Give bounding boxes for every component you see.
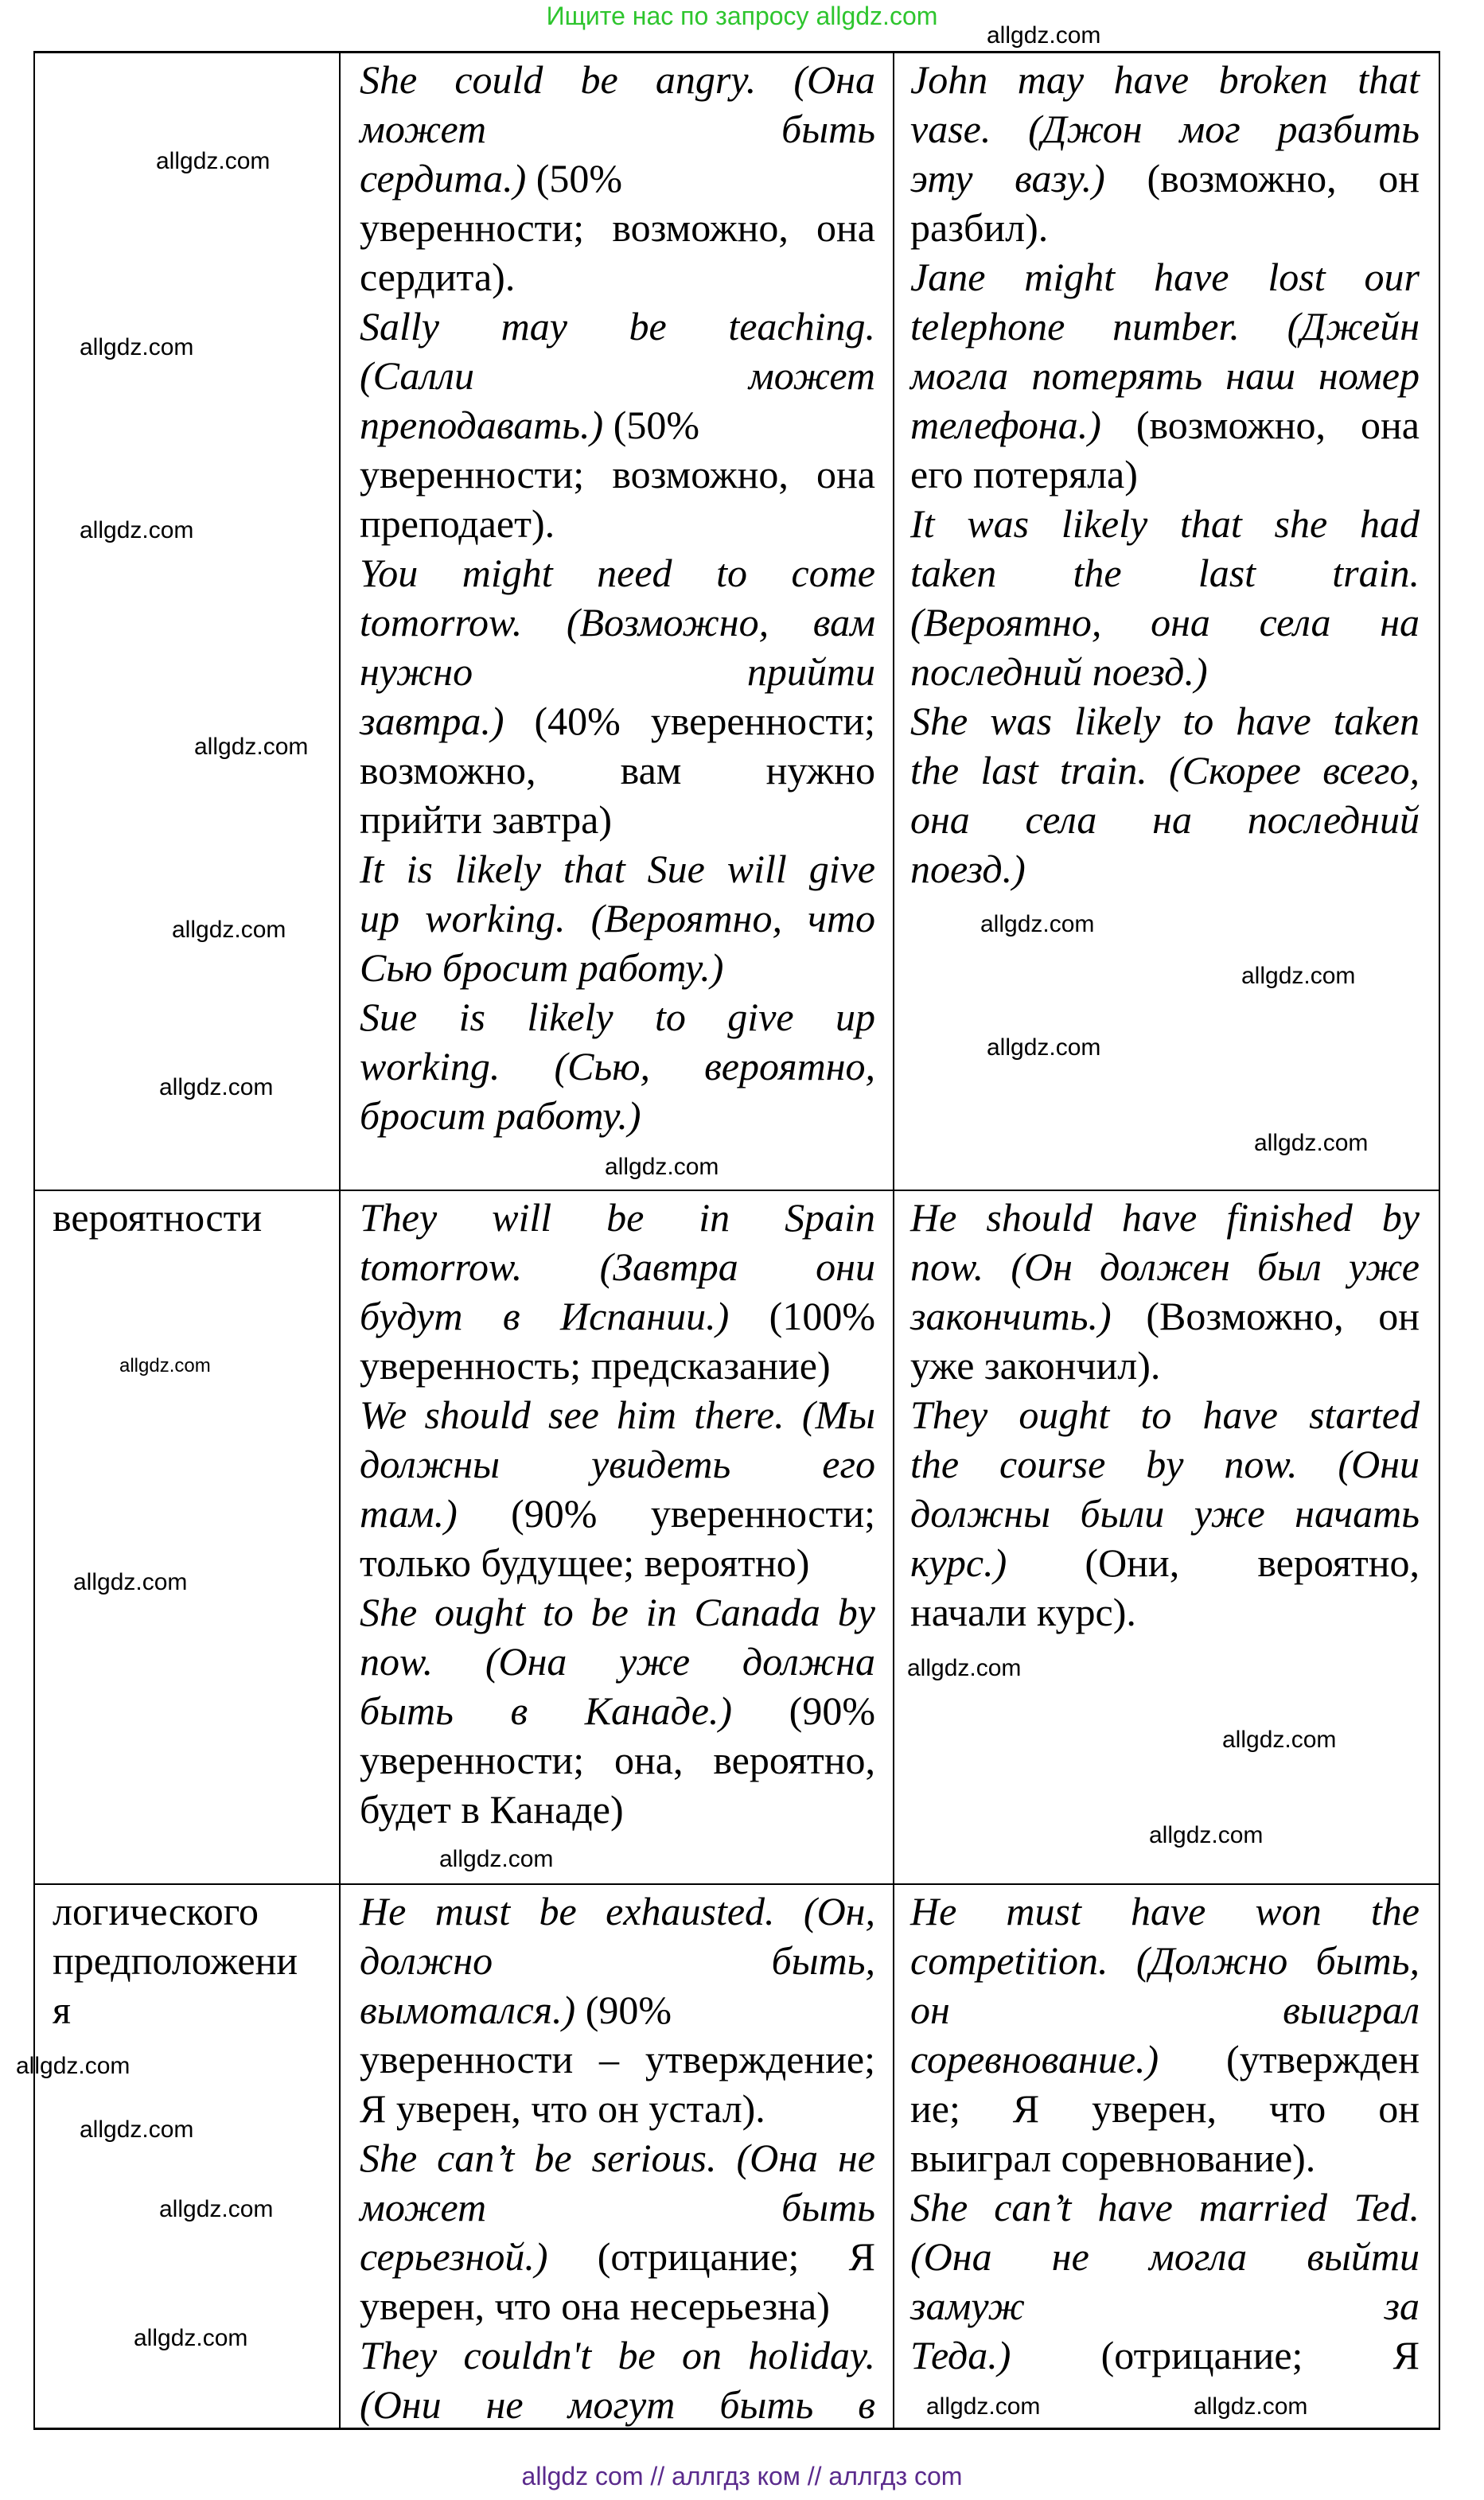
watermark: allgdz.com xyxy=(119,1355,211,1377)
table-cell-present-examples xyxy=(341,1191,893,1883)
text-line xyxy=(360,154,875,203)
example-sentence: now. (Она уже должна xyxy=(360,1639,875,1684)
text-line xyxy=(360,1390,875,1439)
text-line xyxy=(910,55,1420,104)
text-line xyxy=(53,1193,331,1242)
example-sentence: должны были уже начать xyxy=(910,1491,1420,1536)
explanation-text: только будущее; вероятно) xyxy=(360,1540,810,1585)
example-sentence: может быть xyxy=(360,107,875,151)
example-sentence: She could be angry. (Она xyxy=(360,57,875,102)
text-line xyxy=(53,1936,331,1985)
watermark: allgdz.com xyxy=(439,1846,554,1872)
example-sentence: They couldn't be on holiday. xyxy=(360,2333,875,2377)
text-line xyxy=(360,1341,875,1390)
text-line xyxy=(360,1587,875,1637)
text-line xyxy=(910,351,1420,400)
text-line xyxy=(910,450,1420,499)
example-sentence: tomorrow. (Возможно, вам xyxy=(360,600,875,644)
example-sentence: может быть xyxy=(360,2185,875,2229)
text-line xyxy=(910,2183,1420,2232)
explanation-text: (отрицание; Я xyxy=(1011,2333,1420,2377)
example-sentence: нужно прийти xyxy=(360,649,875,694)
example-sentence: John may have broken that xyxy=(910,57,1420,102)
table-cell-label xyxy=(35,53,339,1190)
text-line xyxy=(910,2035,1420,2084)
text-line xyxy=(910,400,1420,450)
explanation-text: (90% уверенности; xyxy=(457,1491,875,1536)
watermark: allgdz.com xyxy=(194,734,309,760)
example-sentence: будут в Испании.) xyxy=(360,1294,730,1338)
example-sentence: сердита.) xyxy=(360,156,527,201)
text-line xyxy=(910,1439,1420,1489)
example-sentence: (Салли может xyxy=(360,353,875,398)
explanation-text: (90% xyxy=(732,1688,875,1733)
text-line xyxy=(910,499,1420,548)
example-sentence: working. (Сью, вероятно, xyxy=(360,1044,875,1088)
example-sentence: Sally may be teaching. xyxy=(360,304,875,349)
example-sentence: telephone number. (Джейн xyxy=(910,304,1420,349)
example-sentence: They ought to have started xyxy=(910,1392,1420,1437)
text-line xyxy=(910,2084,1420,2133)
text-line xyxy=(360,400,875,450)
example-sentence: She was likely to have taken xyxy=(910,699,1420,743)
explanation-text: преподает). xyxy=(360,501,555,546)
text-line xyxy=(360,1489,875,1538)
explanation-text: (40% уверенности; xyxy=(504,699,875,743)
text-line xyxy=(910,1587,1420,1637)
example-sentence: быть в Канаде.) xyxy=(360,1688,733,1733)
text-line xyxy=(910,647,1420,696)
text-line xyxy=(360,647,875,696)
example-sentence: закончить.) xyxy=(910,1294,1112,1338)
text-line xyxy=(360,55,875,104)
text-line xyxy=(910,2133,1420,2183)
example-sentence: taken the last train. xyxy=(910,551,1420,595)
table-cell-label xyxy=(35,1191,339,1883)
explanation-text: уверенности; возможно, она xyxy=(360,205,875,250)
example-sentence: now. (Он должен был уже xyxy=(910,1244,1420,1289)
text-line xyxy=(360,1042,875,1091)
text-line xyxy=(360,1785,875,1834)
example-sentence: the course by now. (Они xyxy=(910,1442,1420,1486)
text-line xyxy=(360,2183,875,2232)
explanation-text: логического xyxy=(53,1889,259,1933)
explanation-text: его потеряла) xyxy=(910,452,1138,496)
text-line xyxy=(910,1985,1420,2035)
explanation-text: (Возможно, он xyxy=(1111,1294,1420,1338)
text-line xyxy=(910,1242,1420,1291)
table-cell-past-examples xyxy=(894,1885,1439,2428)
watermark: allgdz.com xyxy=(73,1569,188,1595)
table-cell-past-examples xyxy=(894,1191,1439,1883)
text-line xyxy=(360,252,875,302)
text-line xyxy=(360,1887,875,1936)
text-line xyxy=(910,1489,1420,1538)
example-sentence: up working. (Вероятно, что xyxy=(360,896,875,940)
text-line xyxy=(360,1936,875,1985)
text-line xyxy=(360,2035,875,2084)
example-sentence: там.) xyxy=(360,1491,458,1536)
text-line xyxy=(360,795,875,844)
text-line xyxy=(910,598,1420,647)
explanation-text: прийти завтра) xyxy=(360,797,612,842)
text-line xyxy=(910,1538,1420,1587)
explanation-text: я xyxy=(53,1988,71,2032)
text-line xyxy=(360,598,875,647)
example-sentence: поезд.) xyxy=(910,847,1026,891)
text-line xyxy=(360,2232,875,2281)
example-sentence: You might need to come xyxy=(360,551,875,595)
watermark: allgdz.com xyxy=(987,1034,1101,1061)
watermark: allgdz.com xyxy=(159,2196,274,2222)
text-line xyxy=(360,1538,875,1587)
example-sentence: Сью бросит работу.) xyxy=(360,945,724,990)
watermark: allgdz.com xyxy=(1222,1727,1337,1753)
text-line xyxy=(360,1637,875,1686)
text-line xyxy=(360,499,875,548)
example-sentence: (Вероятно, она села на xyxy=(910,600,1420,644)
text-line xyxy=(360,2380,875,2428)
text-line xyxy=(360,450,875,499)
text-line xyxy=(360,1193,875,1242)
text-line xyxy=(910,252,1420,302)
watermark: allgdz.com xyxy=(1241,963,1356,989)
example-sentence: могла потерять наш номер xyxy=(910,353,1420,398)
watermark: allgdz.com xyxy=(134,2325,248,2351)
text-line xyxy=(910,844,1420,894)
footer-links[interactable]: allgdz com // аллгдз ком // аллгдз com xyxy=(521,2462,963,2490)
example-sentence: (Они не могут быть в xyxy=(360,2382,875,2427)
example-sentence: он выиграл xyxy=(910,1988,1420,2032)
example-sentence: серьезной.) xyxy=(360,2234,548,2279)
table-cell-present-examples xyxy=(341,53,893,1190)
watermark: allgdz.com xyxy=(80,334,194,360)
example-sentence: the last train. (Скорее всего, xyxy=(910,748,1420,792)
example-sentence: должно быть, xyxy=(360,1938,875,1983)
explanation-text: уже закончил). xyxy=(910,1343,1161,1388)
text-line xyxy=(360,992,875,1042)
text-line xyxy=(910,1887,1420,1936)
example-sentence: вымотался.) xyxy=(360,1988,576,2032)
text-line xyxy=(360,894,875,943)
watermark: allgdz.com xyxy=(156,148,271,174)
explanation-text: уверенность; предсказание) xyxy=(360,1343,831,1388)
watermark: allgdz.com xyxy=(987,22,1101,49)
text-line xyxy=(910,548,1420,598)
watermark: allgdz.com xyxy=(1254,1130,1369,1156)
explanation-text: выиграл соревнование). xyxy=(910,2136,1316,2180)
example-sentence: It is likely that Sue will give xyxy=(360,847,875,891)
explanation-text: начали курс). xyxy=(910,1590,1136,1634)
watermark: allgdz.com xyxy=(907,1655,1022,1681)
text-line xyxy=(360,351,875,400)
example-sentence: телефона.) xyxy=(910,403,1101,447)
explanation-text: (утвержден xyxy=(1159,2037,1420,2081)
text-line xyxy=(910,696,1420,746)
example-sentence: Теда.) xyxy=(910,2333,1011,2377)
example-sentence: должны увидеть его xyxy=(360,1442,875,1486)
watermark: allgdz.com xyxy=(1194,2393,1308,2420)
text-line xyxy=(360,548,875,598)
example-sentence: She ought to be in Canada by xyxy=(360,1590,875,1634)
example-sentence: competition. (Должно быть, xyxy=(910,1938,1420,1983)
example-sentence: They will be in Spain xyxy=(360,1195,875,1240)
text-line xyxy=(360,104,875,154)
explanation-text: уверенности – утверждение; xyxy=(360,2037,875,2081)
explanation-text: (50% xyxy=(603,403,700,447)
example-sentence: преподавать.) xyxy=(360,403,604,447)
example-sentence: He must have won the xyxy=(910,1889,1420,1933)
explanation-text: сердита). xyxy=(360,255,516,299)
text-line xyxy=(360,2084,875,2133)
text-line xyxy=(910,1341,1420,1390)
example-sentence: Sue is likely to give up xyxy=(360,995,875,1039)
text-line xyxy=(360,1439,875,1489)
example-sentence: эту вазу.) xyxy=(910,156,1105,201)
explanation-text: предположени xyxy=(53,1938,298,1983)
table-cell-past-examples xyxy=(894,53,1439,1190)
text-line xyxy=(360,844,875,894)
example-sentence: курс.) xyxy=(910,1540,1007,1585)
example-sentence: замуж за xyxy=(910,2284,1420,2328)
text-line xyxy=(360,746,875,795)
example-sentence: (Она не могла выйти xyxy=(910,2234,1420,2279)
text-line xyxy=(910,1193,1420,1242)
text-line xyxy=(360,302,875,351)
text-line xyxy=(910,1291,1420,1341)
example-sentence: она села на последний xyxy=(910,797,1420,842)
text-line xyxy=(910,104,1420,154)
explanation-text: будет в Канаде) xyxy=(360,1787,624,1832)
text-line xyxy=(360,203,875,252)
explanation-text: уверенности; она, вероятно, xyxy=(360,1738,875,1782)
text-line xyxy=(360,2133,875,2183)
watermark: allgdz.com xyxy=(926,2393,1041,2420)
example-sentence: tomorrow. (Завтра они xyxy=(360,1244,875,1289)
text-line xyxy=(360,1291,875,1341)
text-line xyxy=(910,746,1420,795)
explanation-text: (90% xyxy=(575,1988,672,2032)
explanation-text: разбил). xyxy=(910,205,1049,250)
text-line xyxy=(360,1985,875,2035)
explanation-text: вероятности xyxy=(53,1195,263,1240)
explanation-text: (Они, вероятно, xyxy=(1007,1540,1420,1585)
text-line xyxy=(360,696,875,746)
example-sentence: He must be exhausted. (Он, xyxy=(360,1889,875,1933)
watermark: allgdz.com xyxy=(605,1154,719,1180)
watermark: allgdz.com xyxy=(80,517,194,543)
example-sentence: соревнование.) xyxy=(910,2037,1159,2081)
example-sentence: бросит работу.) xyxy=(360,1093,641,1138)
explanation-text: возможно, вам нужно xyxy=(360,748,875,792)
explanation-text: Я уверен, что он устал). xyxy=(360,2086,765,2131)
watermark: allgdz.com xyxy=(980,911,1095,937)
text-line xyxy=(53,1985,331,2035)
search-banner[interactable]: Ищите нас по запросу allgdz.com xyxy=(546,2,938,30)
text-line xyxy=(910,203,1420,252)
example-sentence: последний поезд.) xyxy=(910,649,1208,694)
watermark: allgdz.com xyxy=(1149,1822,1264,1848)
text-line xyxy=(360,1091,875,1140)
text-line xyxy=(360,943,875,992)
text-line xyxy=(910,2281,1420,2331)
text-line xyxy=(53,1887,331,1936)
text-line xyxy=(910,302,1420,351)
text-line xyxy=(360,2331,875,2380)
example-sentence: She can’t be serious. (Она не xyxy=(360,2136,875,2180)
example-sentence: He should have finished by xyxy=(910,1195,1420,1240)
explanation-text: (возможно, она xyxy=(1100,403,1420,447)
text-line xyxy=(910,2232,1420,2281)
example-sentence: It was likely that she had xyxy=(910,501,1420,546)
explanation-text: (100% xyxy=(729,1294,875,1338)
explanation-text: (отрицание; Я xyxy=(547,2234,875,2279)
example-sentence: завтра.) xyxy=(360,699,504,743)
example-sentence: We should see him there. (Мы xyxy=(360,1392,875,1437)
watermark: allgdz.com xyxy=(16,2053,130,2079)
text-line xyxy=(360,1242,875,1291)
text-line xyxy=(360,1735,875,1785)
example-sentence: vase. (Джон мог разбить xyxy=(910,107,1420,151)
text-line xyxy=(910,795,1420,844)
text-line xyxy=(360,2281,875,2331)
explanation-text: уверенности; возможно, она xyxy=(360,452,875,496)
text-line xyxy=(910,1936,1420,1985)
explanation-text: (возможно, он xyxy=(1104,156,1420,201)
explanation-text: ие; Я уверен, что он xyxy=(910,2086,1420,2131)
text-line xyxy=(910,2331,1420,2380)
text-line xyxy=(360,1686,875,1735)
explanation-text: (50% xyxy=(526,156,623,201)
text-line xyxy=(910,154,1420,203)
watermark: allgdz.com xyxy=(80,2116,194,2143)
explanation-text: уверен, что она несерьезна) xyxy=(360,2284,830,2328)
example-sentence: She can’t have married Ted. xyxy=(910,2185,1420,2229)
watermark: allgdz.com xyxy=(159,1074,274,1100)
example-sentence: Jane might have lost our xyxy=(910,255,1420,299)
table-cell-present-examples xyxy=(341,1885,893,2428)
watermark: allgdz.com xyxy=(172,917,286,943)
text-line xyxy=(910,1390,1420,1439)
